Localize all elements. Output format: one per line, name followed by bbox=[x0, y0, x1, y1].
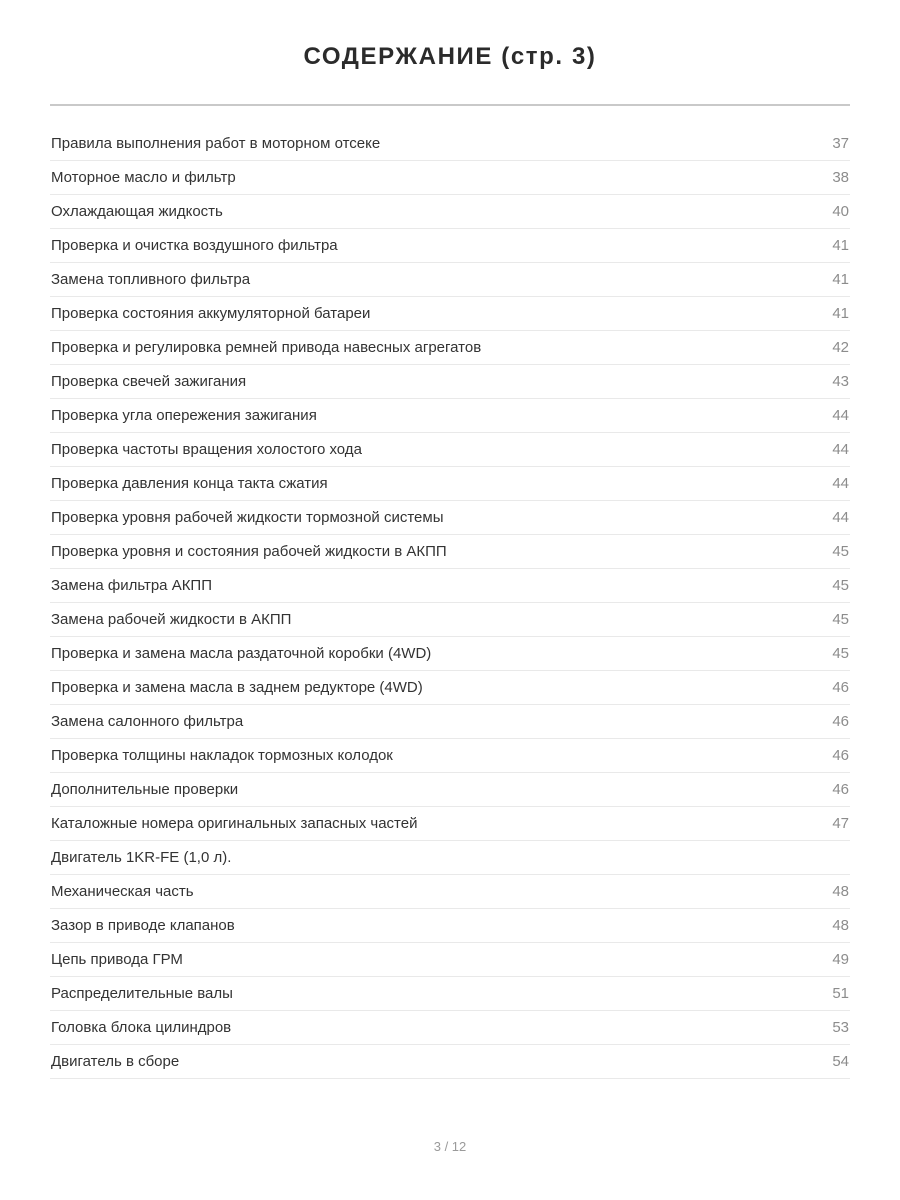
toc-entry-label: Проверка уровня и состояния рабочей жидкости в АКПП bbox=[51, 543, 447, 560]
toc-entry[interactable] bbox=[50, 875, 850, 909]
toc-entry[interactable] bbox=[50, 399, 850, 433]
toc-entry-label: Проверка и замена масла раздаточной коробки (4WD) bbox=[51, 645, 432, 662]
toc-entry[interactable] bbox=[50, 841, 850, 875]
toc-entry[interactable] bbox=[50, 195, 850, 229]
toc-entry-page-number: 44 bbox=[832, 475, 849, 492]
toc-entry-page-number: 51 bbox=[832, 985, 849, 1002]
toc-entry-page-number: 46 bbox=[832, 747, 849, 764]
toc-entry-page-number: 48 bbox=[832, 917, 849, 934]
toc-entry-page-number: 43 bbox=[832, 373, 849, 390]
toc-entry[interactable] bbox=[50, 773, 850, 807]
toc-entry-label: Замена топливного фильтра bbox=[51, 271, 251, 288]
toc-entry[interactable] bbox=[50, 535, 850, 569]
toc-entry-page-number: 41 bbox=[832, 271, 849, 288]
toc-entry-label: Моторное масло и фильтр bbox=[51, 169, 236, 186]
toc-entry-page-number: 46 bbox=[832, 679, 849, 696]
toc-entry[interactable] bbox=[50, 433, 850, 467]
toc-entry-page-number: 53 bbox=[832, 1019, 849, 1036]
toc-entry[interactable] bbox=[50, 297, 850, 331]
toc-entry-label: Замена фильтра АКПП bbox=[51, 577, 212, 594]
toc-entry[interactable] bbox=[50, 365, 850, 399]
toc-entry-page-number: 45 bbox=[832, 577, 849, 594]
toc-entry-label: Каталожные номера оригинальных запасных частей bbox=[51, 815, 418, 832]
toc-entry-label: Двигатель 1KR-FE (1,0 л). bbox=[51, 849, 232, 866]
toc-entry-page-number: 37 bbox=[832, 135, 849, 152]
table-of-contents bbox=[50, 127, 850, 1079]
toc-entry-label: Проверка частоты вращения холостого хода bbox=[51, 441, 362, 458]
toc-entry[interactable] bbox=[50, 127, 850, 161]
toc-entry-page-number: 45 bbox=[832, 543, 849, 560]
toc-entry-label: Механическая часть bbox=[51, 883, 194, 900]
toc-entry-label: Распределительные валы bbox=[51, 985, 233, 1002]
toc-entry[interactable] bbox=[50, 1011, 850, 1045]
toc-entry-label: Проверка состояния аккумуляторной батареи bbox=[51, 305, 371, 322]
toc-entry-page-number: 48 bbox=[832, 883, 849, 900]
toc-entry-label: Дополнительные проверки bbox=[51, 781, 239, 798]
toc-entry-page-number: 38 bbox=[832, 169, 849, 186]
toc-entry[interactable] bbox=[50, 331, 850, 365]
toc-entry-page-number: 46 bbox=[832, 713, 849, 730]
toc-entry-label: Проверка и замена масла в заднем редукторе (4WD) bbox=[51, 679, 423, 696]
toc-entry-page-number: 44 bbox=[832, 509, 849, 526]
toc-entry[interactable] bbox=[50, 909, 850, 943]
toc-entry-page-number: 47 bbox=[832, 815, 849, 832]
toc-entry[interactable] bbox=[50, 263, 850, 297]
toc-entry-page-number: 40 bbox=[832, 203, 849, 220]
toc-entry-label: Замена салонного фильтра bbox=[51, 713, 244, 730]
toc-entry[interactable] bbox=[50, 671, 850, 705]
toc-entry-label: Проверка давления конца такта сжатия bbox=[51, 475, 328, 492]
toc-entry-label: Зазор в приводе клапанов bbox=[51, 917, 235, 934]
toc-entry[interactable] bbox=[50, 161, 850, 195]
toc-entry-page-number: 41 bbox=[832, 305, 849, 322]
toc-entry-page-number: 54 bbox=[832, 1053, 849, 1070]
toc-entry-label: Правила выполнения работ в моторном отсеке bbox=[51, 135, 381, 152]
toc-entry-label: Проверка толщины накладок тормозных колодок bbox=[51, 747, 393, 764]
toc-entry-label: Охлаждающая жидкость bbox=[51, 203, 223, 220]
toc-entry-label: Проверка свечей зажигания bbox=[51, 373, 247, 390]
page-title: СОДЕРЖАНИЕ (стр. 3) bbox=[303, 43, 597, 70]
toc-entry-label: Проверка угла опережения зажигания bbox=[51, 407, 317, 424]
toc-entry[interactable] bbox=[50, 467, 850, 501]
toc-entry-label: Цепь привода ГРМ bbox=[51, 951, 183, 968]
toc-entry[interactable] bbox=[50, 637, 850, 671]
toc-entry[interactable] bbox=[50, 739, 850, 773]
toc-entry-page-number: 41 bbox=[832, 237, 849, 254]
toc-entry-page-number: 42 bbox=[832, 339, 849, 356]
toc-entry-page-number: 44 bbox=[832, 407, 849, 424]
toc-entry[interactable] bbox=[50, 1045, 850, 1079]
toc-entry[interactable] bbox=[50, 705, 850, 739]
toc-entry[interactable] bbox=[50, 229, 850, 263]
toc-entry-label: Проверка уровня рабочей жидкости тормозной системы bbox=[51, 509, 444, 526]
toc-entry[interactable] bbox=[50, 943, 850, 977]
toc-entry[interactable] bbox=[50, 569, 850, 603]
toc-entry-page-number: 49 bbox=[832, 951, 849, 968]
toc-entry[interactable] bbox=[50, 501, 850, 535]
toc-entry-label: Замена рабочей жидкости в АКПП bbox=[51, 611, 292, 628]
title-divider bbox=[50, 104, 850, 106]
toc-entry-page-number: 45 bbox=[832, 611, 849, 628]
toc-entry[interactable] bbox=[50, 807, 850, 841]
toc-entry[interactable] bbox=[50, 977, 850, 1011]
toc-entry-label: Двигатель в сборе bbox=[51, 1053, 180, 1070]
toc-entry-page-number: 46 bbox=[832, 781, 849, 798]
toc-entry[interactable] bbox=[50, 603, 850, 637]
toc-entry-page-number: 44 bbox=[832, 441, 849, 458]
toc-entry-page-number: 45 bbox=[832, 645, 849, 662]
page-indicator: 3 / 12 bbox=[433, 1139, 467, 1154]
toc-entry-label: Проверка и очистка воздушного фильтра bbox=[51, 237, 338, 254]
toc-entry-label: Проверка и регулировка ремней привода навесных агрегатов bbox=[51, 339, 482, 356]
toc-entry-label: Головка блока цилиндров bbox=[51, 1019, 232, 1036]
